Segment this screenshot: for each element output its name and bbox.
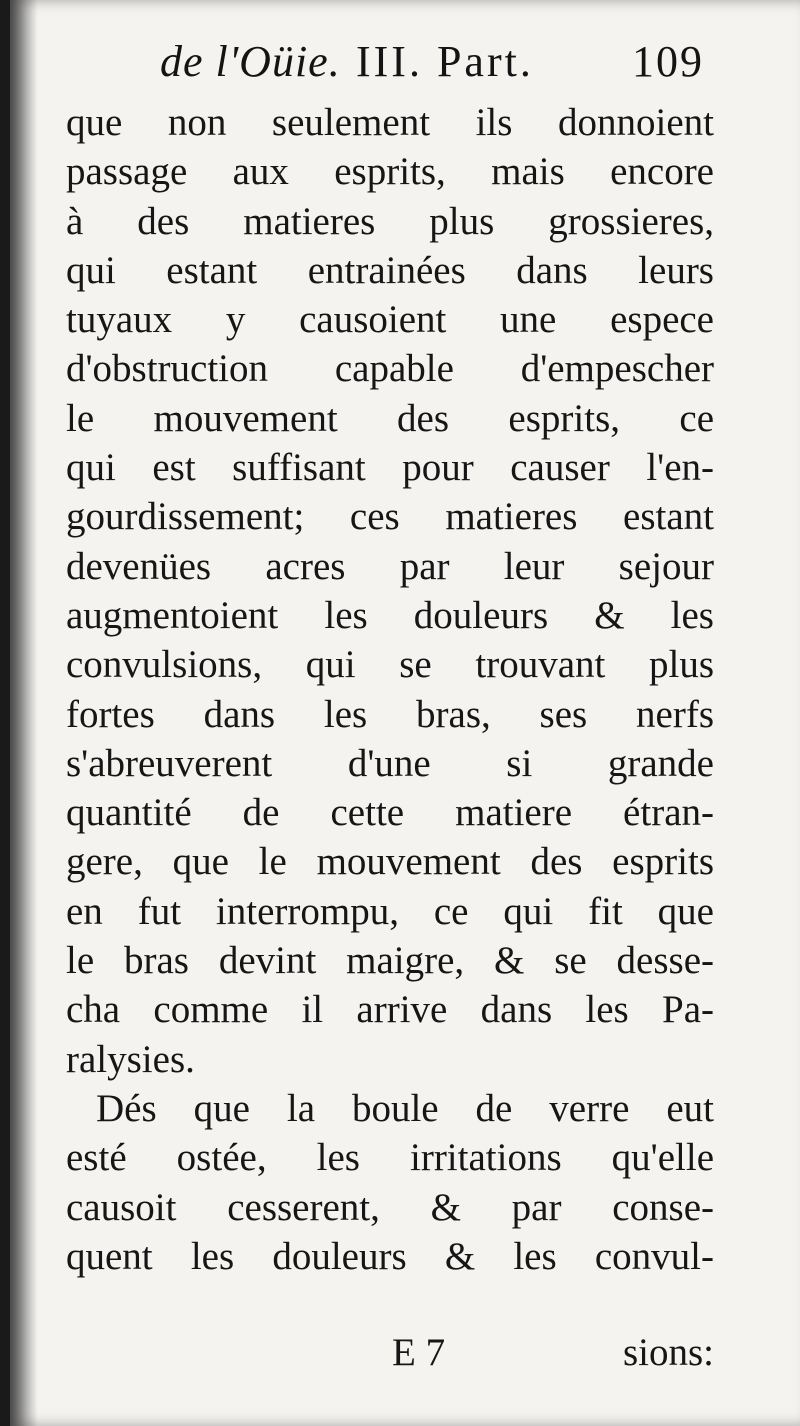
text-line: fortes dans les bras, ses nerfs (66, 692, 714, 736)
text-line: convulsions, qui se trouvant plus (66, 643, 714, 687)
body-text (66, 98, 714, 1281)
text-line: qui estant entrainées dans leurs (66, 248, 714, 292)
text-line: devenües acres par leur sejour (66, 544, 714, 588)
text-line: quantité de cette matiere étran- (66, 791, 714, 835)
text-line: augmentoient les douleurs & les (66, 593, 714, 637)
text-line: tuyaux y causoient une espece (66, 298, 714, 342)
text-line: causoit cesserent, & par conse- (66, 1185, 714, 1229)
part-label: III. Part. (356, 37, 534, 86)
text-line: ralysies. (66, 1037, 195, 1081)
signature-mark: E 7 (392, 1331, 446, 1374)
text-line: que non seulement ils donnoient (66, 101, 714, 144)
text-line: Dés que la boule de verre eut (96, 1086, 714, 1130)
catchword: sions: (622, 1331, 714, 1374)
text-line: s'abreuverent d'une si grande (66, 741, 714, 785)
text-line: le bras devint maigre, & se desse- (66, 939, 714, 983)
text-line: en fut interrompu, ce qui fit que (66, 889, 714, 933)
text-line: le mouvement des esprits, ce (66, 396, 714, 440)
text-line: esté ostée, les irritations qu'elle (66, 1136, 714, 1180)
text-line: à des matieres plus grossieres, (66, 199, 714, 243)
gutter-shadow (10, 0, 38, 1426)
text-line: passage aux esprits, mais encore (66, 150, 714, 194)
text-line: cha comme il arrive dans les Pa- (66, 988, 714, 1032)
page-number: 109 (632, 37, 704, 86)
book-page (10, 0, 800, 1426)
text-line: d'obstruction capable d'empescher (66, 347, 714, 391)
text-line: quent les douleurs & les convul- (66, 1234, 714, 1278)
text-line: gourdissement; ces matieres estant (66, 495, 714, 539)
text-line: qui est suffisant pour causer l'en- (66, 446, 714, 490)
page-header (160, 36, 720, 100)
page-footer (66, 1330, 714, 1390)
text-line: gere, que le mouvement des esprits (66, 840, 714, 884)
running-title: de l'Oüie. (160, 37, 341, 86)
